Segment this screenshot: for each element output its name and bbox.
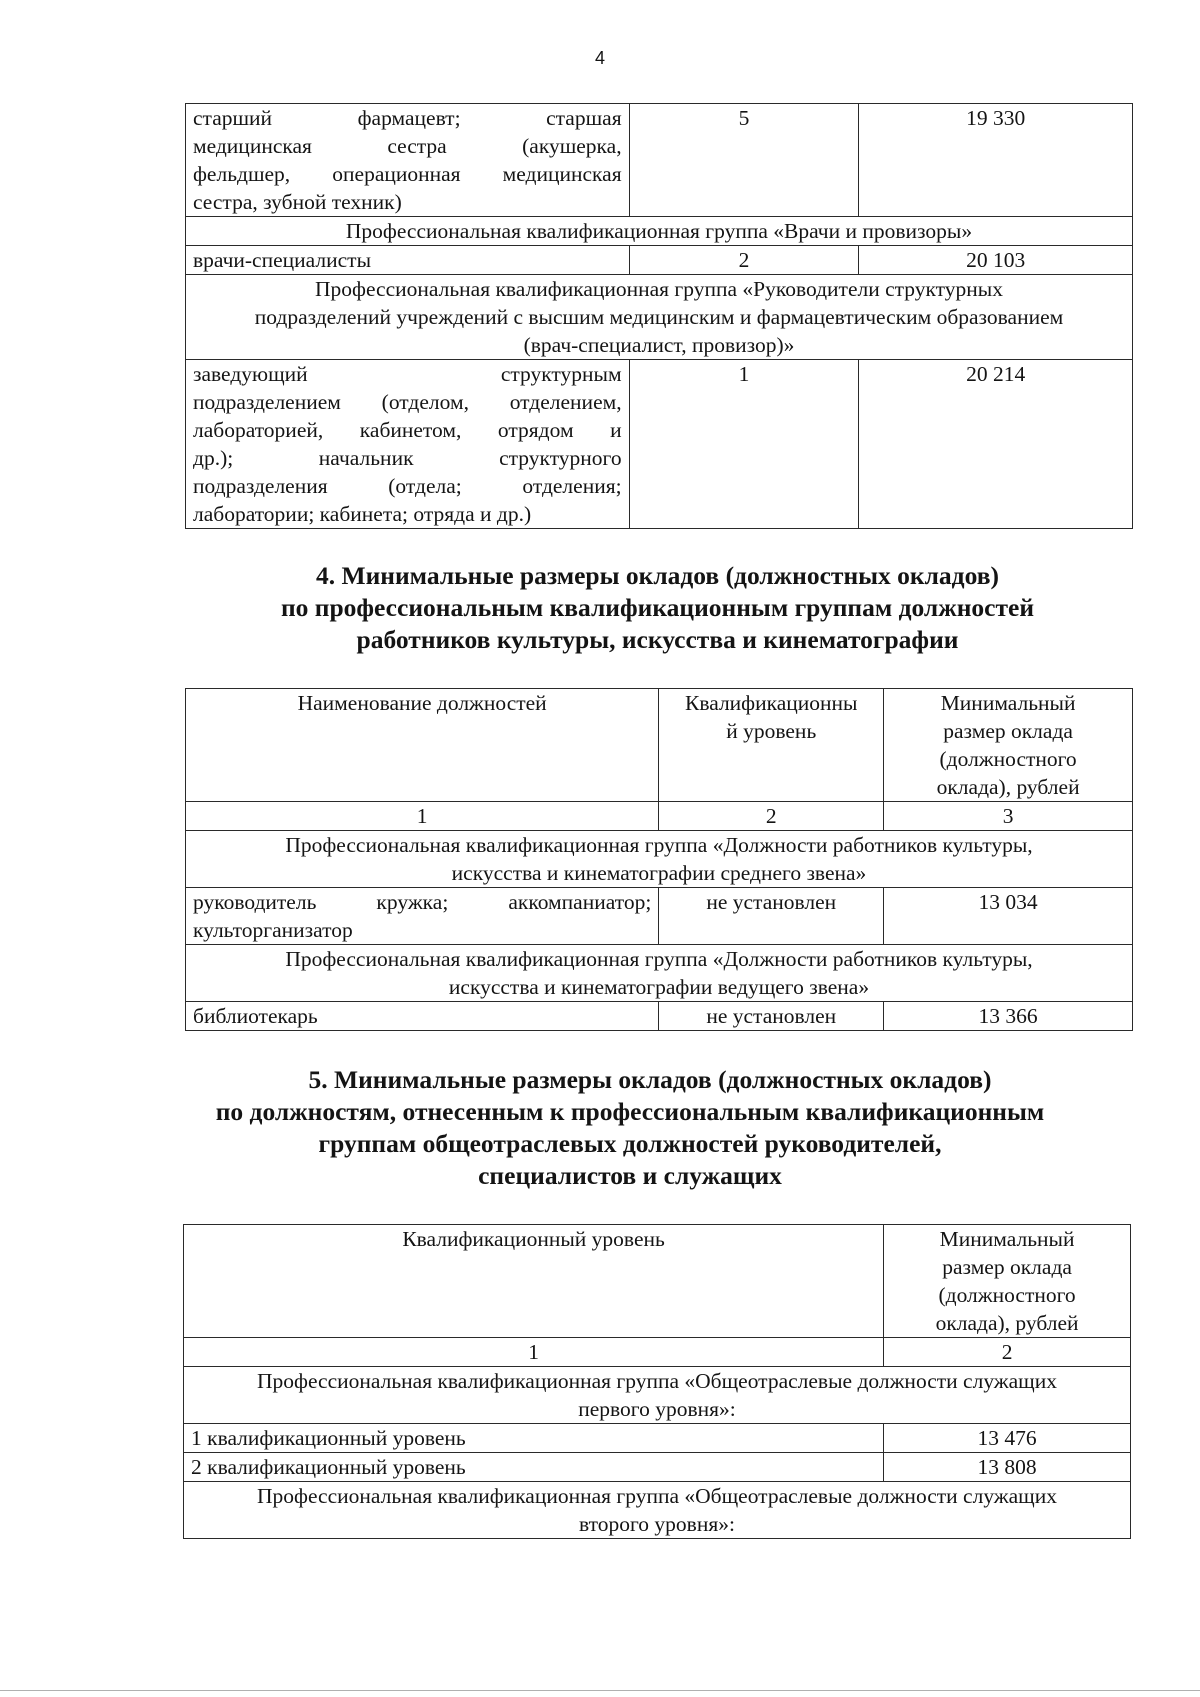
salary-cell: 13 034 — [884, 888, 1133, 945]
salary-cell: 20 103 — [859, 246, 1133, 275]
group-title: Профессиональная квалификационная группа «Врачи и провизоры» — [186, 217, 1133, 246]
group-row — [184, 1367, 1131, 1424]
table-row — [184, 1424, 1131, 1453]
group-title: Профессиональная квалификационная группа «Руководители структурных подразделений учреждений с высшим медицинским и фармацевтическим образованием (врач-специалист, провизор)» — [186, 275, 1133, 360]
group-title: Профессиональная квалификационная группа «Общеотраслевые должности служащих первого уровня»: — [184, 1367, 1131, 1424]
salary-cell: 13 808 — [884, 1453, 1131, 1482]
column-number: 1 — [184, 1338, 884, 1367]
position-name-cell: руководитель кружка; аккомпаниатор; культорганизатор — [186, 888, 659, 945]
table-row — [186, 360, 1133, 529]
column-header-position: Наименование должностей — [186, 689, 659, 802]
qualification-level-cell: не установлен — [659, 888, 884, 945]
culture-salary-table — [185, 688, 1133, 1031]
group-title: Профессиональная квалификационная группа «Должности работников культуры, искусства и кинематографии ведущего звена» — [186, 945, 1133, 1002]
group-row — [186, 831, 1133, 888]
group-title: Профессиональная квалификационная группа «Должности работников культуры, искусства и кинематографии среднего звена» — [186, 831, 1133, 888]
table-header-row — [184, 1225, 1131, 1338]
table-row — [186, 104, 1133, 217]
page-number: 4 — [594, 48, 605, 68]
group-row — [186, 217, 1133, 246]
table-row — [186, 246, 1133, 275]
position-name-cell: врачи-специалисты — [186, 246, 630, 275]
column-number: 2 — [884, 1338, 1131, 1367]
column-number-row — [186, 802, 1133, 831]
column-header-level: Квалификационный уровень — [184, 1225, 884, 1338]
table-row — [186, 1002, 1133, 1031]
qualification-level-cell: 5 — [629, 104, 859, 217]
group-row — [186, 945, 1133, 1002]
column-number: 3 — [884, 802, 1133, 831]
group-title: Профессиональная квалификационная группа «Общеотраслевые должности служащих второго уровня»: — [184, 1482, 1131, 1539]
column-number: 1 — [186, 802, 659, 831]
salary-cell: 19 330 — [859, 104, 1133, 217]
section-4-heading: 4. Минимальные размеры окладов (должностных окладов) по профессиональным квалификационным группам должностей работников культуры, искусства и кинематографии — [280, 561, 1035, 654]
qualification-level-cell: 2 квалификационный уровень — [184, 1453, 884, 1482]
scan-edge-line — [0, 1690, 1200, 1691]
group-row — [184, 1482, 1131, 1539]
qualification-level-cell: 1 — [629, 360, 859, 529]
qualification-level-cell: не установлен — [659, 1002, 884, 1031]
column-header-salary: Минимальный размер оклада (должностного оклада), рублей — [884, 689, 1133, 802]
group-row — [186, 275, 1133, 360]
medical-salary-table — [185, 103, 1133, 529]
table-row — [186, 888, 1133, 945]
position-name-cell: заведующий структурным подразделением (отделом, отделением, лабораторией, кабинетом, отрядом и др.); начальник структурного подразделения (отдела; отделения; лаборатории; кабинета; отряда и др.) — [186, 360, 630, 529]
general-positions-salary-table — [183, 1224, 1131, 1539]
salary-cell: 13 366 — [884, 1002, 1133, 1031]
position-name-cell: старший фармацевт; старшая медицинская сестра (акушерка, фельдшер, операционная медицинская сестра, зубной техник) — [186, 104, 630, 217]
qualification-level-cell: 2 — [629, 246, 859, 275]
column-number-row — [184, 1338, 1131, 1367]
table-row — [184, 1453, 1131, 1482]
salary-cell: 13 476 — [884, 1424, 1131, 1453]
column-header-level: Квалификационны й уровень — [659, 689, 884, 802]
section-5-heading: 5. Минимальные размеры окладов (должностных окладов) по должностям, отнесенным к профессиональным квалификационным группам общеотраслевых должностей руководителей, специалистов и служащих — [215, 1065, 1045, 1190]
column-header-salary: Минимальный размер оклада (должностного оклада), рублей — [884, 1225, 1131, 1338]
column-number: 2 — [659, 802, 884, 831]
table-header-row — [186, 689, 1133, 802]
qualification-level-cell: 1 квалификационный уровень — [184, 1424, 884, 1453]
salary-cell: 20 214 — [859, 360, 1133, 529]
position-name-cell: библиотекарь — [186, 1002, 659, 1031]
